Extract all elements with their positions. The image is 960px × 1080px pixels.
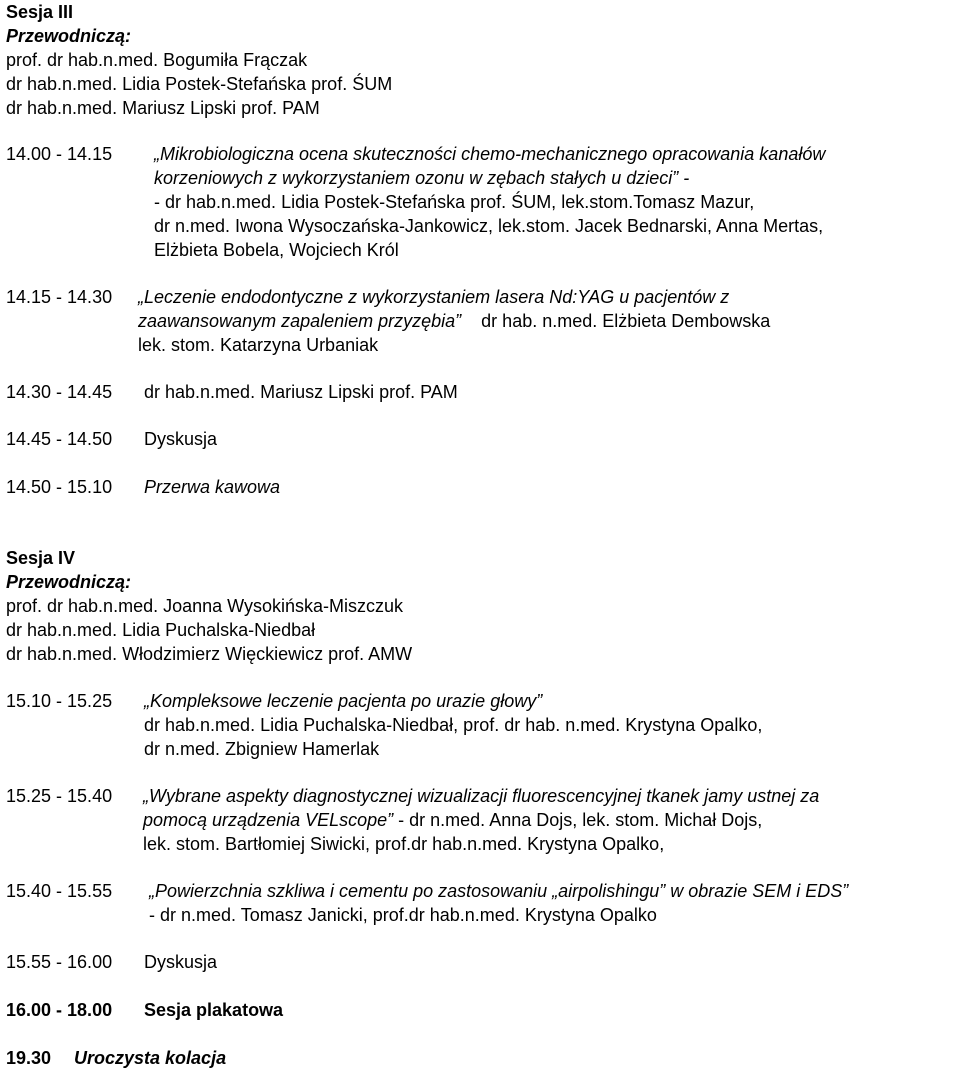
- entry-authors: dr hab.n.med. Lidia Puchalska-Niedbał, prof. dr hab. n.med. Krystyna Opalko,: [144, 715, 763, 735]
- chair-item: dr hab.n.med. Mariusz Lipski prof. PAM: [6, 98, 320, 118]
- entry-authors: - dr n.med. Tomasz Janicki, prof.dr hab.n.med. Krystyna Opalko: [149, 905, 657, 925]
- entry-authors: dr n.med. Iwona Wysoczańska-Jankowicz, lek.stom. Jacek Bednarski, Anna Mertas,: [154, 216, 824, 236]
- entry-title: „Wybrane aspekty diagnostycznej wizualizacji fluorescencyjnej tkanek jamy ustnej za: [143, 786, 820, 806]
- entry-time: 14.45 - 14.50: [6, 429, 113, 449]
- chairs-label: Przewodniczą:: [6, 572, 132, 592]
- entry-authors: dr n.med. Zbigniew Hamerlak: [144, 739, 380, 759]
- entry-time: 15.55 - 16.00: [6, 952, 113, 972]
- session-title: Sesja III: [6, 2, 74, 22]
- program-entry: [6, 998, 960, 1022]
- program-entry: [6, 1046, 960, 1070]
- entry-title: „Powierzchnia szkliwa i cementu po zastosowaniu „airpolishingu” w obrazie SEM i EDS”: [149, 881, 849, 901]
- entry-authors: Elżbieta Bobela, Wojciech Król: [154, 240, 399, 260]
- chair-item: prof. dr hab.n.med. Joanna Wysokińska-Miszczuk: [6, 596, 404, 616]
- entry-title: „Leczenie endodontyczne z wykorzystaniem lasera Nd:YAG u pacjentów z: [138, 287, 730, 307]
- entry-title-cont: korzeniowych z wykorzystaniem ozonu w zębach stałych u dzieci” -: [154, 168, 690, 188]
- session-4: [6, 546, 960, 1070]
- entry-time: 16.00 - 18.00: [6, 1000, 113, 1020]
- entry-text: Sesja plakatowa: [144, 1000, 284, 1020]
- entry-text: Dyskusja: [144, 429, 218, 449]
- chair-item: prof. dr hab.n.med. Bogumiła Frączak: [6, 50, 308, 70]
- chair-item: dr hab.n.med. Lidia Puchalska-Niedbał: [6, 620, 316, 640]
- entry-time: 19.30: [6, 1048, 52, 1068]
- entry-time: 15.10 - 15.25: [6, 691, 113, 711]
- entry-title-cont: pomocą urządzenia VELscope”: [143, 810, 394, 830]
- program-entry: [6, 475, 960, 499]
- entry-text: dr hab.n.med. Mariusz Lipski prof. PAM: [144, 382, 458, 402]
- program-entry: [6, 879, 960, 927]
- entry-time: 14.50 - 15.10: [6, 477, 113, 497]
- entry-authors: lek. stom. Katarzyna Urbaniak: [138, 335, 379, 355]
- chairs-label: Przewodniczą:: [6, 26, 132, 46]
- entry-title: „Mikrobiologiczna ocena skuteczności chemo-mechanicznego opracowania kanałów: [154, 144, 826, 164]
- entry-authors: lek. stom. Bartłomiej Siwicki, prof.dr hab.n.med. Krystyna Opalko,: [143, 834, 665, 854]
- session-title: Sesja IV: [6, 548, 76, 568]
- chair-item: dr hab.n.med. Lidia Postek-Stefańska prof. ŚUM: [6, 74, 393, 94]
- entry-title-cont: zaawansowanym zapaleniem przyzębia”: [138, 311, 462, 331]
- entry-time: 15.40 - 15.55: [6, 881, 113, 901]
- program-entry: [6, 285, 960, 357]
- entry-text: Dyskusja: [144, 952, 218, 972]
- entry-time: 14.00 - 14.15: [6, 144, 113, 164]
- entry-authors: - dr hab.n.med. Lidia Postek-Stefańska prof. ŚUM, lek.stom.Tomasz Mazur,: [154, 192, 755, 212]
- program-entry: [6, 689, 960, 761]
- entry-time: 14.30 - 14.45: [6, 382, 113, 402]
- program-entry: [6, 380, 960, 404]
- entry-authors: dr hab. n.med. Elżbieta Dembowska: [481, 311, 771, 331]
- program-entry: [6, 784, 960, 856]
- chair-item: dr hab.n.med. Włodzimierz Więckiewicz prof. AMW: [6, 644, 413, 664]
- entry-text: Przerwa kawowa: [144, 477, 281, 497]
- program-entry: [6, 142, 960, 262]
- program-entry: [6, 427, 960, 451]
- session-3: [6, 0, 960, 499]
- entry-time: 14.15 - 14.30: [6, 287, 113, 307]
- program-entry: [6, 950, 960, 974]
- entry-time: 15.25 - 15.40: [6, 786, 113, 806]
- entry-text: Uroczysta kolacja: [74, 1048, 227, 1068]
- entry-title: „Kompleksowe leczenie pacjenta po urazie głowy”: [144, 691, 543, 711]
- entry-authors: - dr n.med. Anna Dojs, lek. stom. Michał Dojs,: [393, 810, 763, 830]
